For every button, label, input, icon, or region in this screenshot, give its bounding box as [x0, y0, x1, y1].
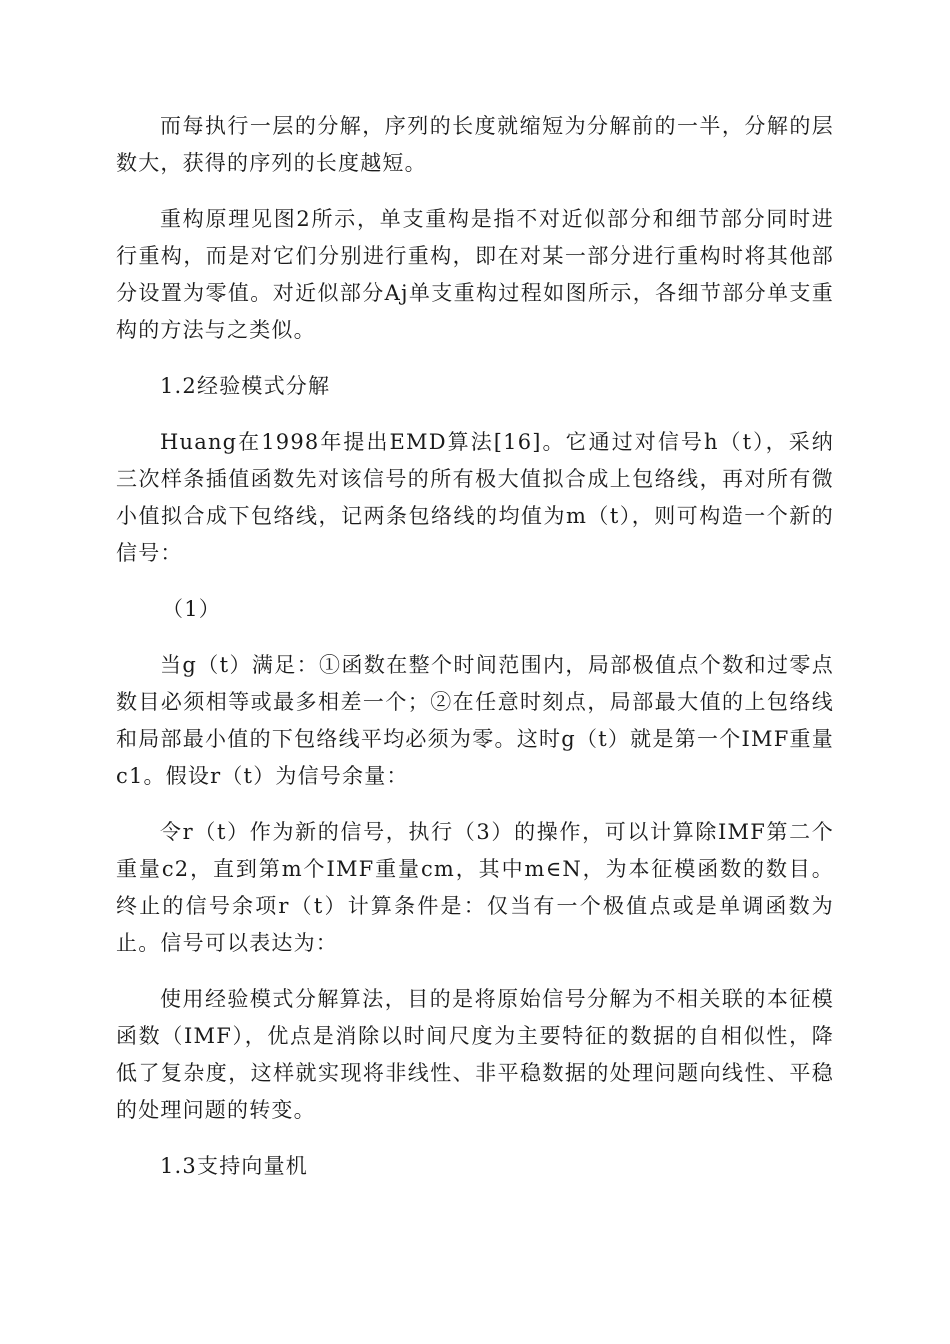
paragraph-decomposition-length: 而每执行一层的分解，序列的长度就缩短为分解前的一半，分解的层数大，获得的序列的长度越短。	[116, 114, 834, 175]
section-heading-svm: 1.3支持向量机	[160, 1154, 308, 1178]
document-page	[116, 108, 834, 1185]
paragraph-emd-purpose: 使用经验模式分解算法，目的是将原始信号分解为不相关联的本征模函数（IMF），优点是消除以时间尺度为主要特征的数据的自相似性，降低了复杂度，这样就实现将非线性、非平稳数据的处理问题向线性、平稳的处理问题的转变。	[116, 987, 834, 1122]
section-heading-emd: 1.2经验模式分解	[160, 374, 331, 398]
paragraph-residual-signal: 令r（t）作为新的信号，执行（3）的操作，可以计算除IMF第二个重量c2，直到第m个IMF重量cm，其中m∈N，为本征模函数的数目。终止的信号余项r（t）计算条件是：仅当有一个极值点或是单调函数为止。信号可以表达为：	[116, 820, 834, 955]
paragraph-reconstruction-principle: 重构原理见图2所示，单支重构是指不对近似部分和细节部分同时进行重构，而是对它们分别进行重构，即在对某一部分进行重构时将其他部分设置为零值。对近似部分Aj单支重构过程如图所示，各细节部分单支重构的方法与之类似。	[116, 207, 834, 342]
equation-number-1: （1）	[162, 597, 221, 621]
paragraph-emd-intro: Huang在1998年提出EMD算法[16]。它通过对信号h（t），采纳三次样条插值函数先对该信号的所有极大值拟合成上包络线，再对所有微小值拟合成下包络线，记两条包络线的均值为m（t），则可构造一个新的信号：	[116, 430, 834, 565]
paragraph-imf-conditions: 当g（t）满足：①函数在整个时间范围内，局部极值点个数和过零点数目必须相等或最多相差一个；②在任意时刻点，局部最大值的上包络线和局部最小值的下包络线平均必须为零。这时g（t）就是第一个IMF重量c1。假设r（t）为信号余量：	[116, 653, 834, 788]
